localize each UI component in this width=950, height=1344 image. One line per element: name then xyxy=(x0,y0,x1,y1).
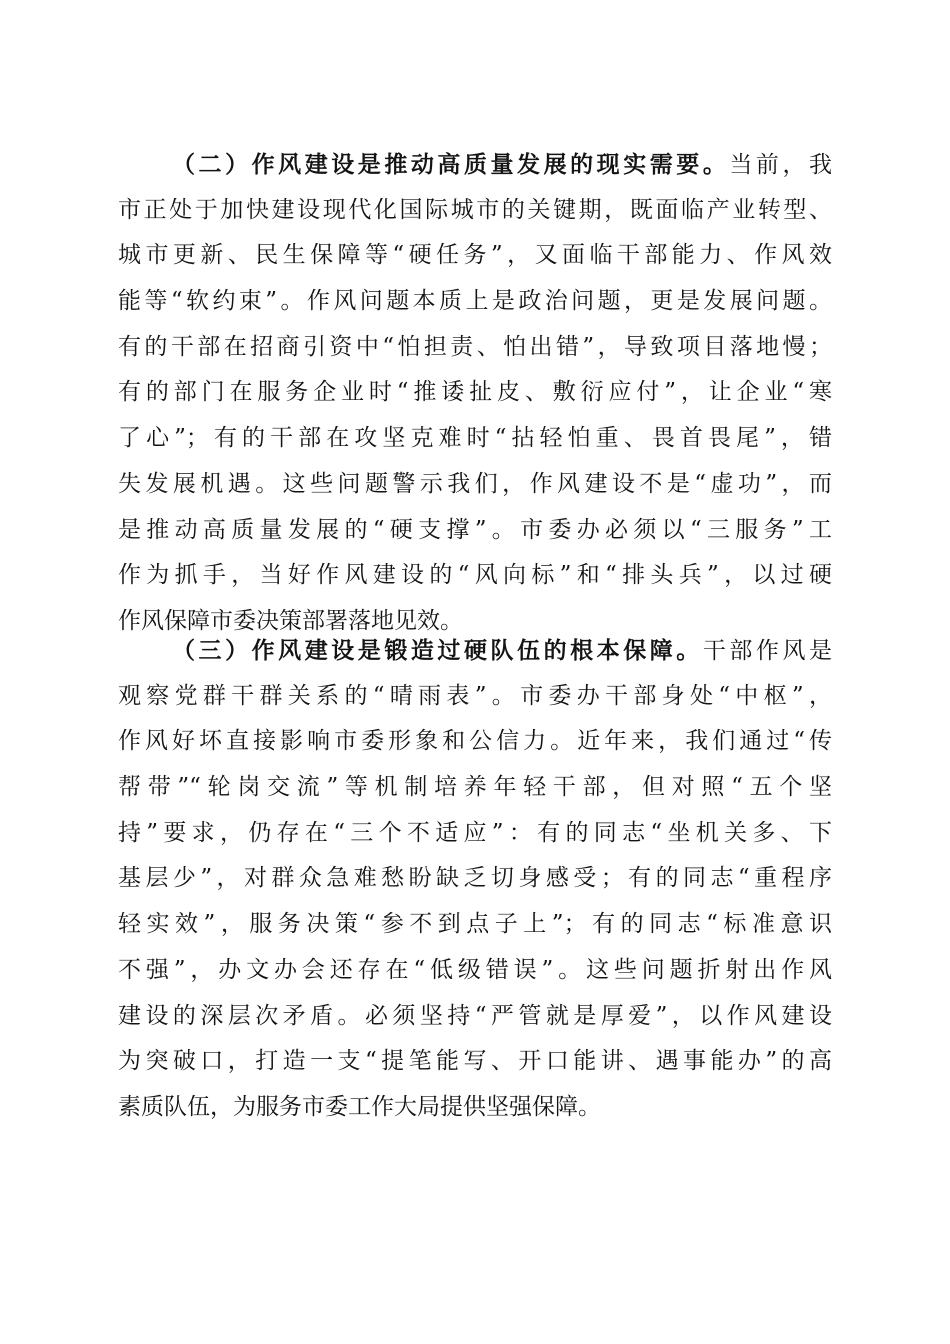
text-line: 作为抓手，当好作风建设的“风向标”和“排头兵”，以过硬 xyxy=(118,562,832,589)
text-line: 是推动高质量发展的“硬支撑”。市委办必须以“三服务”工 xyxy=(118,516,832,543)
text-span: 当前，我 xyxy=(729,152,833,178)
text-line: 建设的深层次矛盾。必须坚持“严管就是厚爱”，以作风建设 xyxy=(118,1002,832,1029)
paragraph-2 xyxy=(118,142,832,645)
text-line: 能等“软约束”。作风问题本质上是政治问题，更是发展问题。 xyxy=(118,288,832,315)
text-line: 素质队伍，为服务市委工作大局提供坚强保障。 xyxy=(118,1093,601,1120)
text-line: 市正处于加快建设现代化国际城市的关键期，既面临产业转型、 xyxy=(118,196,832,223)
text-line: 有的干部在招商引资中“怕担责、怕出错”，导致项目落地慢； xyxy=(118,333,832,360)
text-line: 不强”，办文办会还存在“低级错误”。这些问题折射出作风 xyxy=(118,956,832,983)
text-span: 干部作风是 xyxy=(702,638,833,664)
text-line: 帮带”“轮岗交流”等机制培养年轻干部，但对照“五个坚 xyxy=(118,774,832,801)
section-heading: （三）作风建设是锻造过硬队伍的根本保障。 xyxy=(172,637,703,664)
paragraph-first-line xyxy=(118,628,832,674)
text-line: 失发展机遇。这些问题警示我们，作风建设不是“虚功”，而 xyxy=(118,470,832,497)
text-line: 为突破口，打造一支“提笔能写、开口能讲、遇事能办”的高 xyxy=(118,1048,832,1075)
text-line: 观察党群干群关系的“晴雨表”。市委办干部身处“中枢”， xyxy=(118,682,832,709)
text-line: 轻实效”，服务决策“参不到点子上”；有的同志“标准意识 xyxy=(118,911,832,938)
text-line: 持”要求，仍存在“三个不适应”：有的同志“坐机关多、下 xyxy=(118,819,832,846)
text-line: 了心”；有的干部在攻坚克难时“拈轻怕重、畏首畏尾”，错 xyxy=(118,425,832,452)
paragraph-first-line xyxy=(118,142,832,188)
text-line: 作风好坏直接影响市委形象和公信力。近年来，我们通过“传 xyxy=(118,728,832,755)
text-line: 有的部门在服务企业时“推诿扯皮、敷衍应付”，让企业“寒 xyxy=(118,379,832,406)
section-heading: （二）作风建设是推动高质量发展的现实需要。 xyxy=(172,151,730,178)
paragraph-3 xyxy=(118,628,832,1131)
text-line: 基层少”，对群众急难愁盼缺乏切身感受；有的同志“重程序 xyxy=(118,865,832,892)
text-line: 作风保障市委决策部署落地见效。 xyxy=(118,607,463,634)
text-line: 城市更新、民生保障等“硬任务”，又面临干部能力、作风效 xyxy=(118,242,832,269)
